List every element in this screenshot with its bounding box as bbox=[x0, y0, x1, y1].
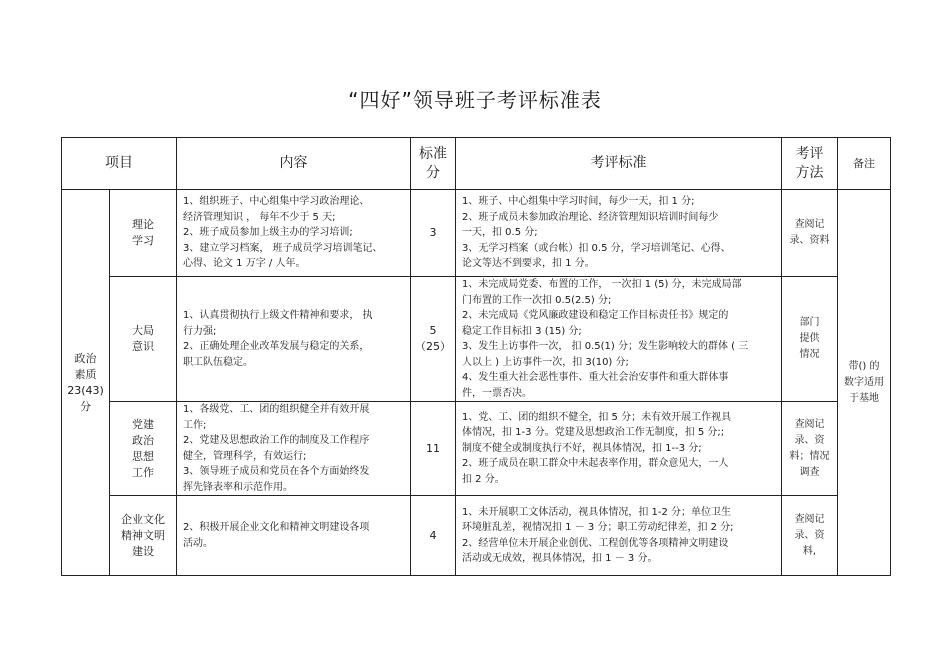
criteria-cell: 1、未完成局党委、布置的工作， 一次扣 1 (5) 分，未完成局部 门布置的工作一次扣 0.5(2.5) 分; 2、未完成局《党风廉政建设和稳定工作目标责任书》规定的 稳定工作目标扣 3 (15) 分; 3、发生上访事件一次， 扣 0.5(1) 分；发生影响较大的群体 ( 三 人以上 ) 上访事件一次，扣 3(10) 分; 4、发生重大社会恶性事件、重大社会治安事件和重大群体事 件，一票否决。 bbox=[456, 277, 782, 402]
evaluation-table bbox=[61, 137, 891, 576]
method-cell: 查阅记 录、资 料；情况 调查 bbox=[782, 402, 838, 496]
category-cell: 政治 素质 23(43) 分 bbox=[62, 190, 110, 576]
header-method: 考评 方法 bbox=[782, 138, 838, 190]
table-row bbox=[62, 496, 891, 576]
content-cell: 1、组织班子、中心组集中学习政治理论、 经济管理知识 ， 每年不少于 5 天; 2、班子成员参加上级主办的学习培训; 3、建立学习档案， 班子成员学习培训笔记、 心得、论文 1 万字 / 人年。 bbox=[177, 190, 411, 277]
content-cell: 1、认真贯彻执行上级文件精神和要求， 执 行力强; 2、正确处理企业改革发展与稳定的关系， 职工队伍稳定。 bbox=[177, 277, 411, 402]
method-cell: 查阅记 录、资 料, bbox=[782, 496, 838, 576]
score-cell: 4 bbox=[411, 496, 456, 576]
subcategory-cell: 党建 政治 思想 工作 bbox=[110, 402, 177, 496]
header-content: 内容 bbox=[177, 138, 411, 190]
header-score: 标准 分 bbox=[411, 138, 456, 190]
content-cell: 2、积极开展企业文化和精神文明建设各项 活动。 bbox=[177, 496, 411, 576]
method-cell: 部门 提供 情况 bbox=[782, 277, 838, 402]
page-title: “四好”领导班子考评标准表 bbox=[348, 88, 602, 112]
header-row bbox=[62, 138, 891, 190]
header-project: 项目 bbox=[62, 138, 177, 190]
score-cell: 3 bbox=[411, 190, 456, 277]
note-cell: 带() 的数字适用于基地 bbox=[838, 190, 891, 576]
table-row bbox=[62, 402, 891, 496]
table-row bbox=[62, 190, 891, 277]
score-cell: 11 bbox=[411, 402, 456, 496]
criteria-cell: 1、党、工、团的组织不健全，扣 5 分；未有效开展工作视具 体情况，扣 1-3 分。党建及思想政治工作无制度，扣 5 分;; 制度不健全或制度执行不好，视具体情况，扣 1--3 分; 2、班子成员在职工群众中未起表率作用，群众意见大，一人 扣 2 分。 bbox=[456, 402, 782, 496]
table-row bbox=[62, 277, 891, 402]
header-criteria: 考评标准 bbox=[456, 138, 782, 190]
score-cell: 5 （25） bbox=[411, 277, 456, 402]
method-cell: 查阅记 录、资料 bbox=[782, 190, 838, 277]
criteria-cell: 1、班子、中心组集中学习时间，每少一天，扣 1 分; 2、班子成员未参加政治理论、经济管理知识培训时间每少 一天，扣 0.5 分; 3、无学习档案（或台帐）扣 0.5 分，学习培训笔记、心得、 论文等达不到要求，扣 1 分。 bbox=[456, 190, 782, 277]
header-note: 备注 bbox=[838, 138, 891, 190]
criteria-cell: 1、未开展职工文体活动，视具体情况，扣 1-2 分；单位卫生 环境脏乱差，视情况扣 1 － 3 分；职工劳动纪律差，扣 2 分; 2、经营单位未开展企业创优、工程创优等各项精神文明建设 活动或无成效，视具体情况，扣 1 － 3 分。 bbox=[456, 496, 782, 576]
subcategory-cell: 大局 意识 bbox=[110, 277, 177, 402]
content-cell: 1、各级党、工、团的组织健全并有效开展 工作; 2、党建及思想政治工作的制度及工作程序 健全，管理科学，有效运行; 3、领导班子成员和党员在各个方面始终发 挥先锋表率和示范作用。 bbox=[177, 402, 411, 496]
subcategory-cell: 企业文化 精神文明 建设 bbox=[110, 496, 177, 576]
subcategory-cell: 理论 学习 bbox=[110, 190, 177, 277]
